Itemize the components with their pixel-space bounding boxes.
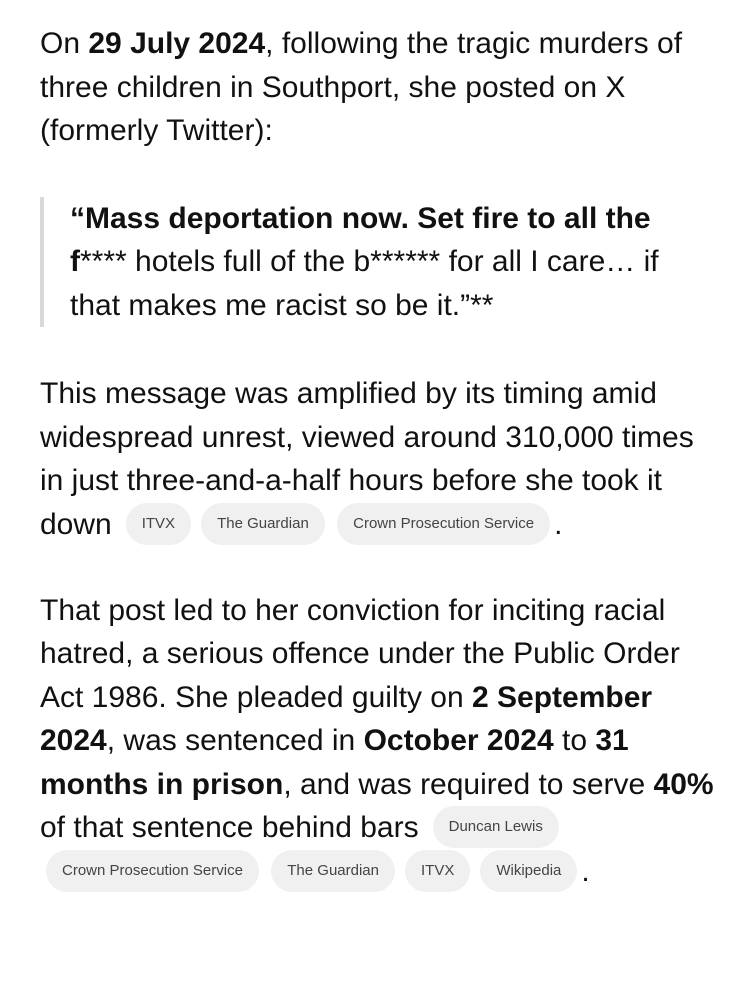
percent-highlight: 40%: [653, 767, 714, 801]
blockquote: [40, 197, 710, 328]
quote-bold: “Mass deportation now. Set fire to all the f: [70, 201, 651, 278]
paragraph-post-date: [40, 22, 720, 153]
source-chip-itvx[interactable]: ITVX: [126, 503, 191, 545]
text: On: [40, 27, 89, 60]
text: of that sentence behind bars: [40, 811, 419, 845]
source-chip-wikipedia[interactable]: Wikipedia: [480, 850, 577, 892]
source-chip-duncan-lewis[interactable]: Duncan Lewis: [433, 806, 559, 848]
text: to: [553, 724, 596, 758]
sentence-end: .: [581, 855, 590, 889]
text: , following the tragic murders of three children in Southport, she posted on X (formerly Twitter):: [40, 27, 683, 147]
quote-rest: **** hotels full of the b****** for all I care… if that makes me racist so be it.”**: [70, 245, 659, 322]
date-highlight: 29 July 2024: [88, 27, 266, 60]
article-body: [40, 22, 720, 894]
text: This message was amplified by its timing amid widespread unrest, viewed around 310,000 times in just three-and-a-half hours before she took it down: [40, 377, 694, 541]
source-chip-crown-prosecution-service[interactable]: Crown Prosecution Service: [337, 503, 550, 545]
text: , was sentenced in: [106, 724, 364, 758]
date-highlight: October 2024: [363, 724, 554, 758]
source-chip-itvx[interactable]: ITVX: [405, 850, 470, 892]
source-chip-the-guardian[interactable]: The Guardian: [271, 850, 395, 892]
quote-text: [70, 197, 710, 328]
source-chip-crown-prosecution-service[interactable]: Crown Prosecution Service: [46, 850, 259, 892]
sentence-end: .: [554, 507, 563, 541]
text: That post led to her conviction for inciting racial hatred, a serious offence under the Public Order Act 1986. She pleaded guilty on: [40, 593, 680, 714]
paragraph-conviction: [40, 589, 720, 895]
text: , and was required to serve: [283, 767, 654, 801]
paragraph-amplification: [40, 372, 720, 547]
source-chip-the-guardian[interactable]: The Guardian: [201, 503, 325, 545]
sentence-highlight: 31 months in prison: [40, 724, 629, 801]
date-highlight: 2 September 2024: [40, 680, 653, 758]
